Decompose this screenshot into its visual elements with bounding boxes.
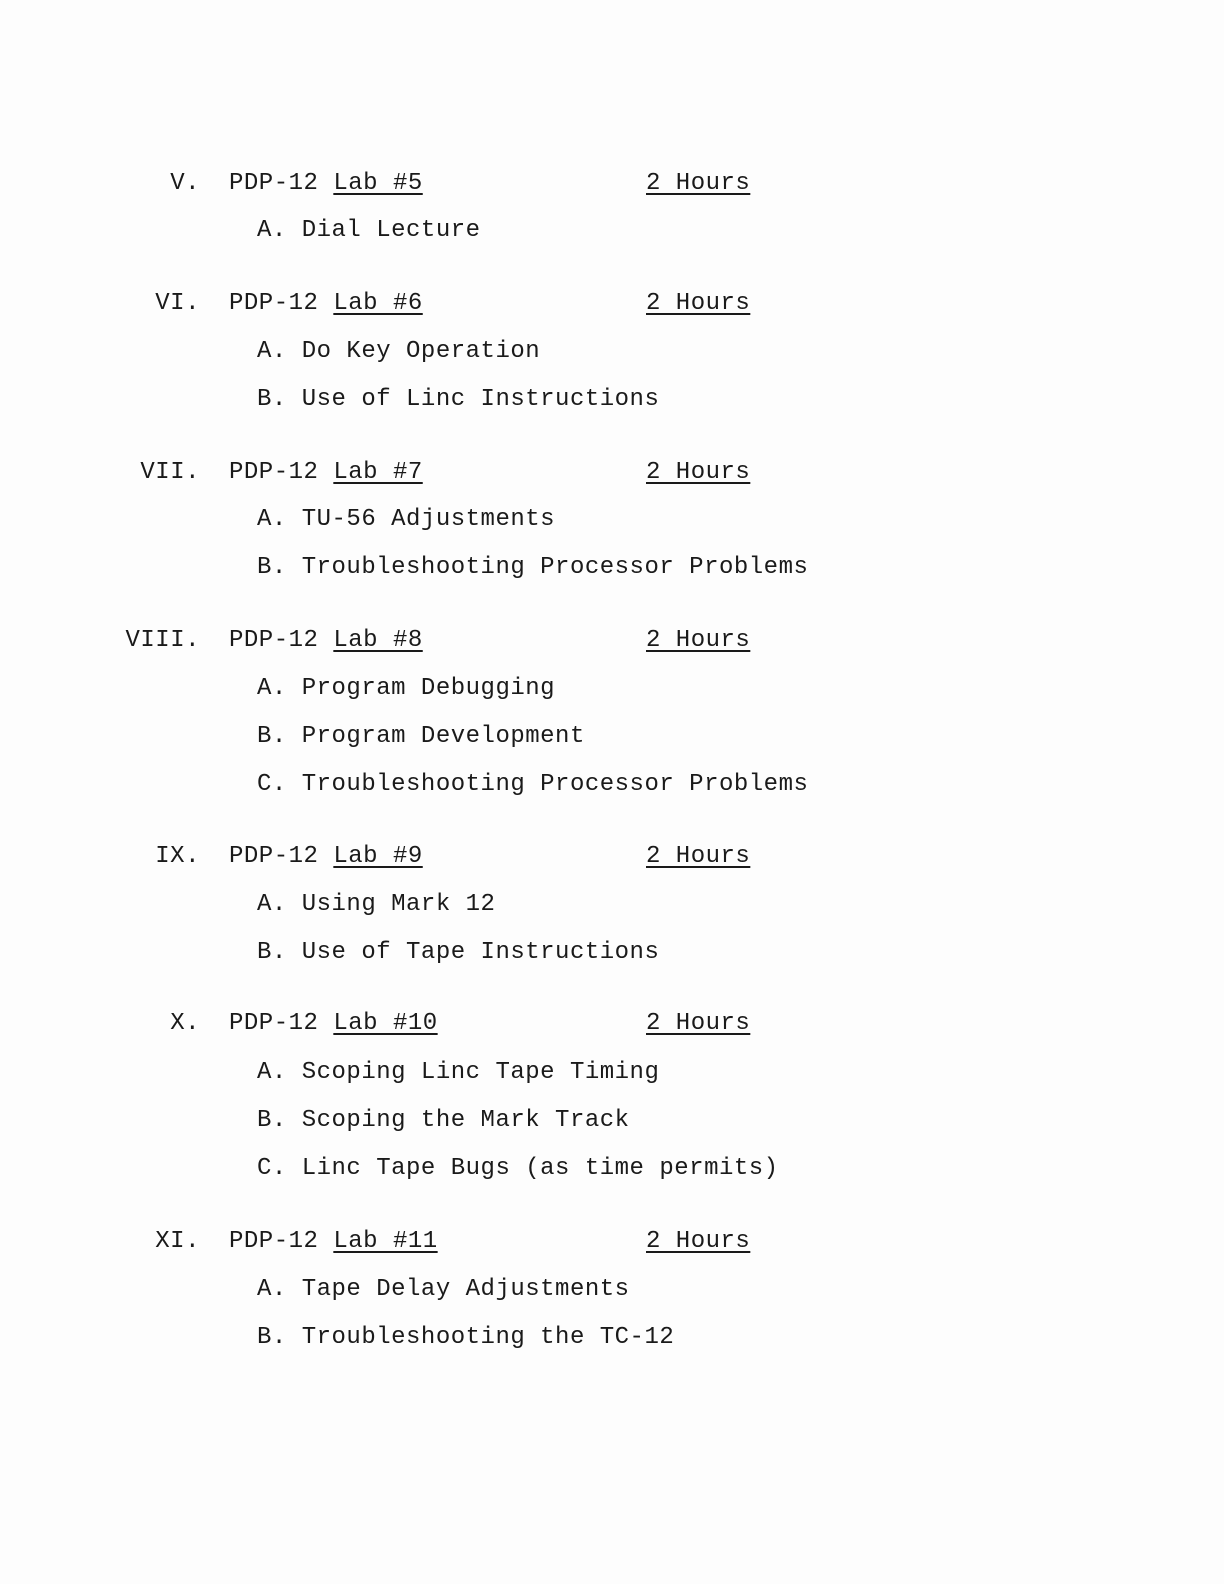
- course-name: PDP-12: [229, 627, 319, 654]
- section-heading: [0, 290, 1224, 330]
- lab-number: Lab #5: [333, 170, 423, 197]
- outline-item: B. Use of Tape Instructions: [257, 939, 660, 966]
- section-heading: [0, 627, 1224, 667]
- lab-number: Lab #8: [333, 627, 423, 654]
- outline-item: B. Scoping the Mark Track: [257, 1107, 630, 1134]
- section-heading: [0, 459, 1224, 499]
- duration: 2 Hours: [646, 1228, 751, 1255]
- outline-item: B. Troubleshooting the TC-12: [257, 1324, 675, 1351]
- duration: 2 Hours: [646, 843, 751, 870]
- course-title: [229, 290, 423, 317]
- section-numeral: V.: [170, 170, 200, 197]
- course-title: [229, 459, 423, 486]
- course-name: PDP-12: [229, 1010, 319, 1037]
- outline-item: B. Use of Linc Instructions: [257, 386, 660, 413]
- outline-section: [0, 1228, 1224, 1351]
- course-name: PDP-12: [229, 170, 319, 197]
- section-heading: [0, 843, 1224, 883]
- outline-item: A. Tape Delay Adjustments: [257, 1276, 630, 1303]
- section-heading: [0, 1228, 1224, 1268]
- section-numeral: VI.: [155, 290, 200, 317]
- course-name: PDP-12: [229, 290, 319, 317]
- section-numeral: XI.: [155, 1228, 200, 1255]
- outline-section: [0, 627, 1224, 798]
- section-numeral: VIII.: [125, 627, 200, 654]
- outline-item: A. Program Debugging: [257, 675, 556, 702]
- duration: 2 Hours: [646, 627, 751, 654]
- course-name: PDP-12: [229, 843, 319, 870]
- outline-section: [0, 290, 1224, 413]
- section-numeral: VII.: [140, 459, 200, 486]
- section-numeral: X.: [170, 1010, 200, 1037]
- duration: 2 Hours: [646, 459, 751, 486]
- outline-section: [0, 1010, 1224, 1182]
- duration: 2 Hours: [646, 170, 751, 197]
- section-heading: [0, 1010, 1224, 1050]
- lab-number: Lab #9: [333, 843, 423, 870]
- course-title: [229, 843, 423, 870]
- outline-item: A. Scoping Linc Tape Timing: [257, 1059, 660, 1086]
- outline-item: A. Dial Lecture: [257, 217, 481, 244]
- outline-item: A. Using Mark 12: [257, 891, 496, 918]
- duration: 2 Hours: [646, 290, 751, 317]
- course-title: [229, 1228, 438, 1255]
- outline-item: B. Troubleshooting Processor Problems: [257, 554, 809, 581]
- course-name: PDP-12: [229, 459, 319, 486]
- course-name: PDP-12: [229, 1228, 319, 1255]
- course-title: [229, 1010, 438, 1037]
- outline-section: [0, 170, 1224, 244]
- lab-number: Lab #7: [333, 459, 423, 486]
- outline-item: B. Program Development: [257, 723, 585, 750]
- outline-item: A. Do Key Operation: [257, 338, 541, 365]
- duration: 2 Hours: [646, 1010, 751, 1037]
- section-heading: [0, 170, 1224, 210]
- section-numeral: IX.: [155, 843, 200, 870]
- outline-section: [0, 843, 1224, 966]
- outline-item: C. Troubleshooting Processor Problems: [257, 771, 809, 798]
- outline-item: C. Linc Tape Bugs (as time permits): [257, 1155, 779, 1182]
- outline-item: A. TU-56 Adjustments: [257, 506, 556, 533]
- lab-number: Lab #11: [333, 1228, 438, 1255]
- outline-section: [0, 459, 1224, 581]
- course-title: [229, 627, 423, 654]
- lab-number: Lab #10: [333, 1010, 438, 1037]
- lab-number: Lab #6: [333, 290, 423, 317]
- course-title: [229, 170, 423, 197]
